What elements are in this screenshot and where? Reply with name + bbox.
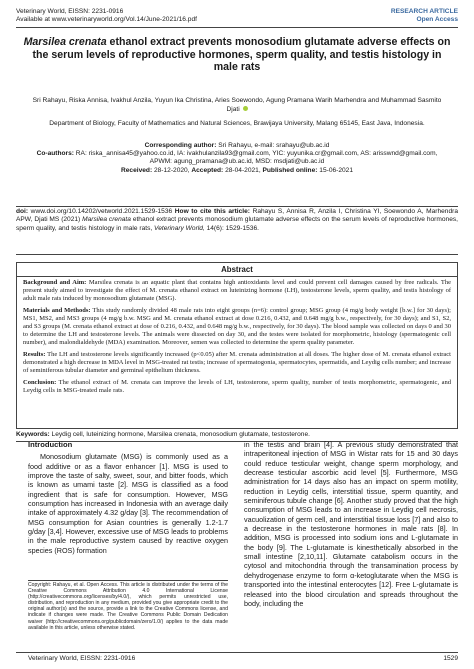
methods-label: Materials and Methods: (23, 307, 91, 314)
keywords-label: Keywords: (16, 431, 50, 438)
right-column (244, 440, 458, 608)
page-number: 1529 (443, 655, 458, 662)
coauthors-value[interactable]: RA: riska_annisa45@yahoo.co.id, IA: ivakhulanzila93@gmail.com, YIC: yuyunika.cr@gmail.com, AS: arisswnd@gmail.com, APWM: agung_pramana@ub.ac.id, MSD: msdjati@ub.ac.id (73, 150, 438, 166)
footer-journal: Veterinary World, EISSN: 2231-0916 (28, 655, 136, 662)
intro-paragraph-left: Monosodium glutamate (MSG) is commonly used as a food additive or as a flavor enhancer [1]. MSG is used to improve the taste of salty, sweet, sour, and bitter foods, which is known as umami taste [2]. MSG is classified as a food ingredient that is safe for consumption. However, MSG consumption has increased in Indonesia with an average daily intake of approximately 4.32 g/day [3]. The recommendation of MSG consumption for Asian countries is generally 1.2-1.7 g/day [3,4]. However, excessive use of MSG leads to problems in the male reproductive system caused by reactive oxygen species (ROS) formation (28, 452, 228, 555)
keywords-text: Leydig cell, luteinizing hormone, Marsilea crenata, monosodium glutamate, testosterone. (49, 431, 310, 438)
how-to-cite-label: How to cite this article: (174, 208, 250, 215)
footer-divider (16, 652, 458, 653)
citation-block (16, 208, 458, 233)
published-label: Published online: (262, 166, 318, 174)
doi-label: doi: (16, 208, 29, 215)
abstract-methods (23, 307, 451, 347)
page-footer (28, 655, 458, 663)
abstract-heading: Abstract (17, 263, 457, 277)
background-label: Background and Aim: (23, 279, 87, 286)
published-date: 15-06-2021 (317, 166, 354, 174)
abstract-conclusion (23, 379, 451, 395)
conclusion-text: The ethanol extract of M. crenata can improve the levels of LH, testosterone, sperm quality, number of testis morphometric, spermatogenic, and Leydig cells in MSG-treated male rats. (23, 379, 451, 394)
open-access-label: Open Access (416, 16, 458, 24)
keywords (16, 431, 458, 439)
abstract-box (16, 262, 458, 429)
affiliation: Department of Biology, Faculty of Mathematics and Natural Sciences, Brawijaya University, Malang 65145, East Java, Indonesia. (49, 120, 425, 127)
methods-text: This study randomly divided 48 male rats into eight groups (n=6): control group; MSG group (4 mg/g body weight [b.w.] for 30 days); MS1, MS2, and MS3 groups (4 mg/g b.w. MSG and M. crenata ethanol extract at dose 0.216, 0.432, and 0.648 mg/g b.w., respectively, for 30 days); and S1, S2, and S3 groups (M. crenata ethanol extract at dose of 0.216, 0.432, and 0.648 mg/g b.w., respectively, for 30 days). The blood sample was collected on days 0 and 30 to determine the LH and testosterone levels. The animals were dissected on day 30, and the testes were isolated for morphometric, histology (spermatogenic cell number), and malondialdehyde (MDA) examination. Moreover, semen was collected to determine the sperm quality parameter. (23, 307, 451, 346)
article-type: RESEARCH ARTICLE (390, 8, 458, 15)
title-rest: ethanol extract prevents monosodium glutamate adverse effects on the serum levels of reproductive hormones, sperm quality, and testis histology in male rats (32, 36, 451, 74)
citation-species: Marsilea crenata (82, 216, 131, 224)
abstract-body (23, 279, 451, 399)
header-divider (16, 27, 458, 28)
accepted-date: 28-04-2021, (223, 166, 263, 174)
corresponding-value[interactable]: Sri Rahayu, e-mail: srahayu@ub.ac.id (216, 142, 330, 149)
corresponding-label: Corresponding author: (144, 142, 217, 149)
introduction-heading: Introduction (28, 440, 73, 449)
doi-link[interactable]: www.doi.org/10.14202/vetworld.2021.1529-1536 (28, 208, 175, 215)
received-date: 28-12-2020, (152, 166, 192, 174)
left-column (28, 440, 228, 555)
article-title (20, 36, 454, 74)
title-species: Marsilea crenata (23, 36, 107, 48)
background-text: Marsilea crenata is an aquatic plant that contains high antioxidants level and could prevent cell damages caused by free radicals. The present study aimed to investigate the effect of M. crenata ethanol extract on luteinizing hormone (LH), testosterone levels, sperm quality, and testis histology of adult male rats induced by monosodium glutamate (MSG). (23, 279, 451, 302)
results-label: Results: (23, 351, 46, 358)
author-list (30, 97, 444, 114)
authors-text: Sri Rahayu, Riska Annisa, Ivakhul Anzila, Yuyun Ika Christina, Aries Soewondo, Agung Pramana Warih Marhendra and Muhammad Sasmito Djati (32, 97, 442, 113)
available-line[interactable]: Available at www.veterinaryworld.org/Vol.14/June-2021/16.pdf (16, 16, 197, 24)
copyright-notice: Copyright: Rahayu, et al. Open Access. This article is distributed under the terms of the Creative Commons Attribution 4.0 International License (http://creativecommons.org/licenses/by/4.0/), which permits unrestricted use, distribution, and reproduction in any medium, provided you give appropriate credit to the original author(s) and the source, provide a link to the Creative Commons license, and indicate if changes were made. The Creative Commons Public Domain Dedication waiver (http://creativecommons.org/publicdomain/zero/1.0/) applies to the data made available in this article, unless otherwise stated. (28, 582, 228, 631)
results-text: The LH and testosterone levels significantly increased (p<0.05) after M. crenata administration at all doses. The higher dose of M. crenata ethanol extract demonstrated a high decrease in MDA level in MSG-treated rat testis; increase of spermatogonia, spermatocytes, spermatids, and Leydig cells number; and increase of seminiferous tubular diameter and germinal epithelium thickness. (23, 351, 451, 374)
abstract-results (23, 351, 451, 375)
coauthors-label: Co-authors: (36, 150, 74, 158)
how-to-cite-text: Rahayu S, Annisa R, Anzila I, Christina YI, Soewondo A, Marhendra APW, Djati MS (2021) (16, 208, 458, 224)
accepted-label: Accepted: (191, 166, 224, 174)
citation-rest: ethanol extract prevents monosodium glutamate adverse effects on the serum levels of reproductive hormones, sperm quality, and testis histology in male rats, (16, 216, 458, 232)
journal-line: Veterinary World, EISSN: 2231-0916 (16, 8, 124, 15)
journal-info (16, 8, 197, 24)
citation-divider-top (16, 206, 458, 207)
citation-volume: 14(6): 1529-1536. (204, 224, 260, 232)
conclusion-label: Conclusion: (23, 379, 57, 386)
citation-divider-bottom (16, 254, 458, 255)
abstract-background (23, 279, 451, 303)
copyright-divider (28, 580, 228, 581)
article-type-block (391, 8, 458, 24)
correspondence-block (30, 142, 444, 175)
intro-paragraph-right: in the testis and brain [4]. A previous study demonstrated that intraperitoneal injection of MSG in Wistar rats for 15 and 30 days could reduce testicular weight, change sperm morphology, and decrease testicular ascorbic acid level [5]. Furthermore, MSG administration for 14 days also has an impact on sperm motility, reduction in Leydig cells, interstitial tissue, sperm quantity, and seminiferous tubule change [6]. Another study proved that the high consumption of MSG leads to an increase in Leydig cell necrosis, vacuolization of germ cell, and interstitial tissue loss [7] and also to a decrease in the testosterone hormones in male rats [8]. In addition, MSG is processed into sodium ions and L-glutamate in the body [9]. The L-glutamate is kinesthetically absorbed in the small intestine [2,10,11]. Glutamate catabolism occurs in the cytosol and mitochondria through the transamination process by dehydrogenase enzyme to form α-ketoglutarate when the MSG is transported into the intestinal enterocytes [12]. Free L-glutamate is released into the blood circulation and spreads throughout the body, including the (244, 440, 458, 608)
received-label: Received: (120, 166, 153, 174)
citation-journal: Veterinary World, (154, 224, 205, 232)
orcid-icon[interactable] (243, 106, 248, 111)
